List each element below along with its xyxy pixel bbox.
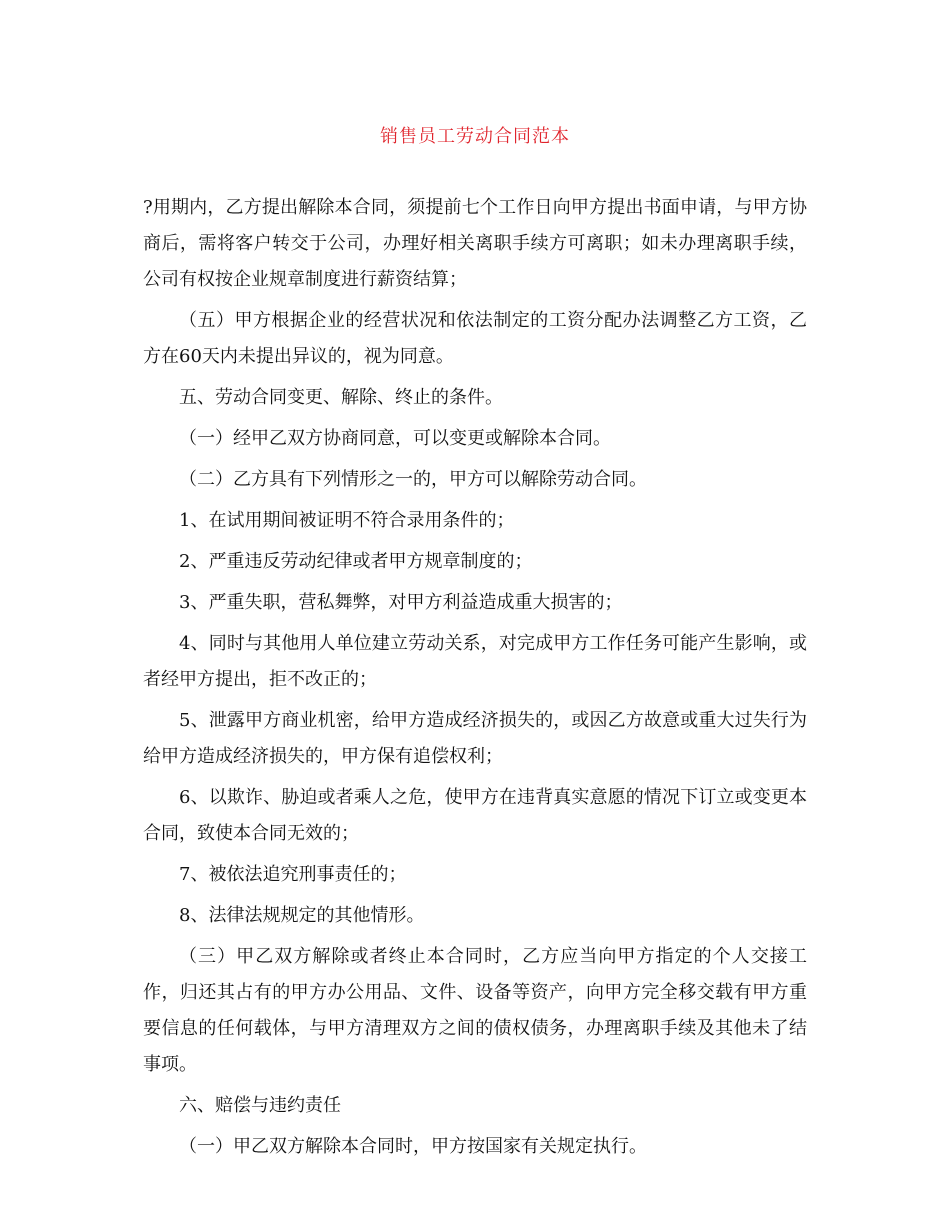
list-item-7: 7、被依法追究刑事责任的； <box>179 864 407 885</box>
paragraph-handover-obligations: （三）甲乙双方解除或者终止本合同时，乙方应当向甲方指定的个人交接工作，归还其占有的甲方办公用品、文件、设备等资产，向甲方完全移交载有甲方重要信息的任何载体，与甲方清理双方之间的债权债务，办理离职手续及其他未了结事项。 <box>143 946 807 1075</box>
list-item-3: 3、严重失职，营私舞弊，对甲方利益造成重大损害的； <box>179 592 623 613</box>
document-body <box>143 190 807 1170</box>
list-item-1: 1、在试用期间被证明不符合录用条件的； <box>179 510 515 531</box>
document-title: 销售员工劳动合同范本 <box>380 126 570 147</box>
section-heading-contract-change: 五、劳动合同变更、解除、终止的条件。 <box>179 387 503 408</box>
list-item-2: 2、严重违反劳动纪律或者甲方规章制度的； <box>179 551 533 572</box>
paragraph-mutual-agreement: （一）经甲乙双方协商同意，可以变更或解除本合同。 <box>179 428 611 449</box>
list-item-6: 6、以欺诈、胁迫或者乘人之危，使甲方在违背真实意愿的情况下订立或变更本合同，致使本合同无效的； <box>143 787 807 844</box>
section-heading-compensation: 六、赔偿与违约责任 <box>179 1095 341 1116</box>
list-item-5: 5、泄露甲方商业机密，给甲方造成经济损失的，或因乙方故意或重大过失行为给甲方造成经济损失的，甲方保有追偿权利； <box>143 710 807 767</box>
paragraph-compensation-rule: （一）甲乙双方解除本合同时，甲方按国家有关规定执行。 <box>179 1136 647 1157</box>
paragraph-salary-adjustment: （五）甲方根据企业的经营状况和依法制定的工资分配办法调整乙方工资，乙方在60天内未提出异议的，视为同意。 <box>143 310 807 367</box>
paragraph-probation-resignation: ?用期内，乙方提出解除本合同，须提前七个工作日向甲方提出书面申请，与甲方协商后，需将客户转交于公司，办理好相关离职手续方可离职；如未办理离职手续，公司有权按企业规章制度进行薪资结算； <box>143 197 807 290</box>
paragraph-termination-conditions: （二）乙方具有下列情形之一的，甲方可以解除劳动合同。 <box>179 469 647 490</box>
list-item-4: 4、同时与其他用人单位建立劳动关系，对完成甲方工作任务可能产生影响，或者经甲方提出，拒不改正的； <box>143 633 807 690</box>
list-item-8: 8、法律法规规定的其他情形。 <box>179 905 425 926</box>
